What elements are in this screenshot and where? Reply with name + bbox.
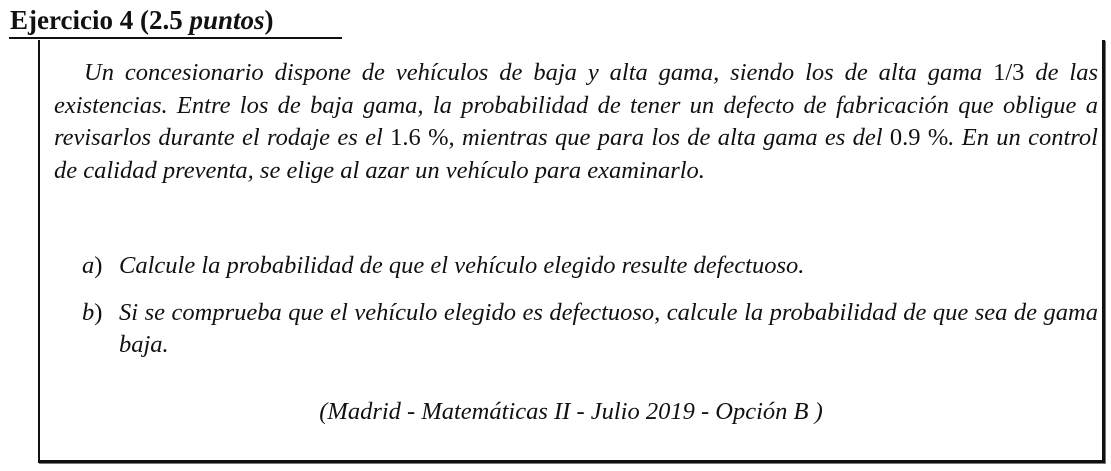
exercise-title	[9, 3, 342, 39]
statement-percent-high: 0.9 %	[889, 124, 949, 151]
question-label: b)	[82, 298, 103, 326]
exam-source: (Madrid - Matemáticas II - Julio 2019 - Opción B )	[319, 398, 823, 425]
question-text: Si se comprueba que el vehículo elegido es defectuoso, calcule la probabilidad de que sea de gama baja.	[119, 298, 1098, 358]
question-text: Calcule la probabilidad de que el vehículo elegido resulte defectuoso.	[119, 252, 805, 279]
question-list	[54, 250, 1098, 376]
title-prefix: Ejercicio 4 (2.5	[10, 5, 190, 35]
problem-statement	[54, 57, 1098, 187]
statement-segment: de las existencias. Entre los de baja gama, la probabilidad de tener un defecto de fabricación que obligue a revisarlos durante el rodaje es el	[54, 59, 1098, 151]
title-suffix: )	[264, 5, 274, 35]
statement-fraction: 1/3	[993, 59, 1025, 86]
exercise-box	[38, 40, 1105, 463]
question-item-a	[54, 250, 1098, 283]
statement-segment: , mientras que para los de alta gama es del	[448, 124, 890, 151]
statement-segment: Un concesionario dispone de vehículos de baja y alta gama, siendo los de alta gama	[84, 59, 994, 86]
statement-percent-low: 1.6 %	[390, 124, 449, 151]
question-label: a)	[82, 252, 103, 279]
statement-segment: . En un control de calidad preventa, se elige al azar un vehículo para examinarlo.	[54, 124, 1098, 184]
title-points-word: puntos	[189, 5, 265, 35]
question-item-b	[54, 297, 1098, 362]
